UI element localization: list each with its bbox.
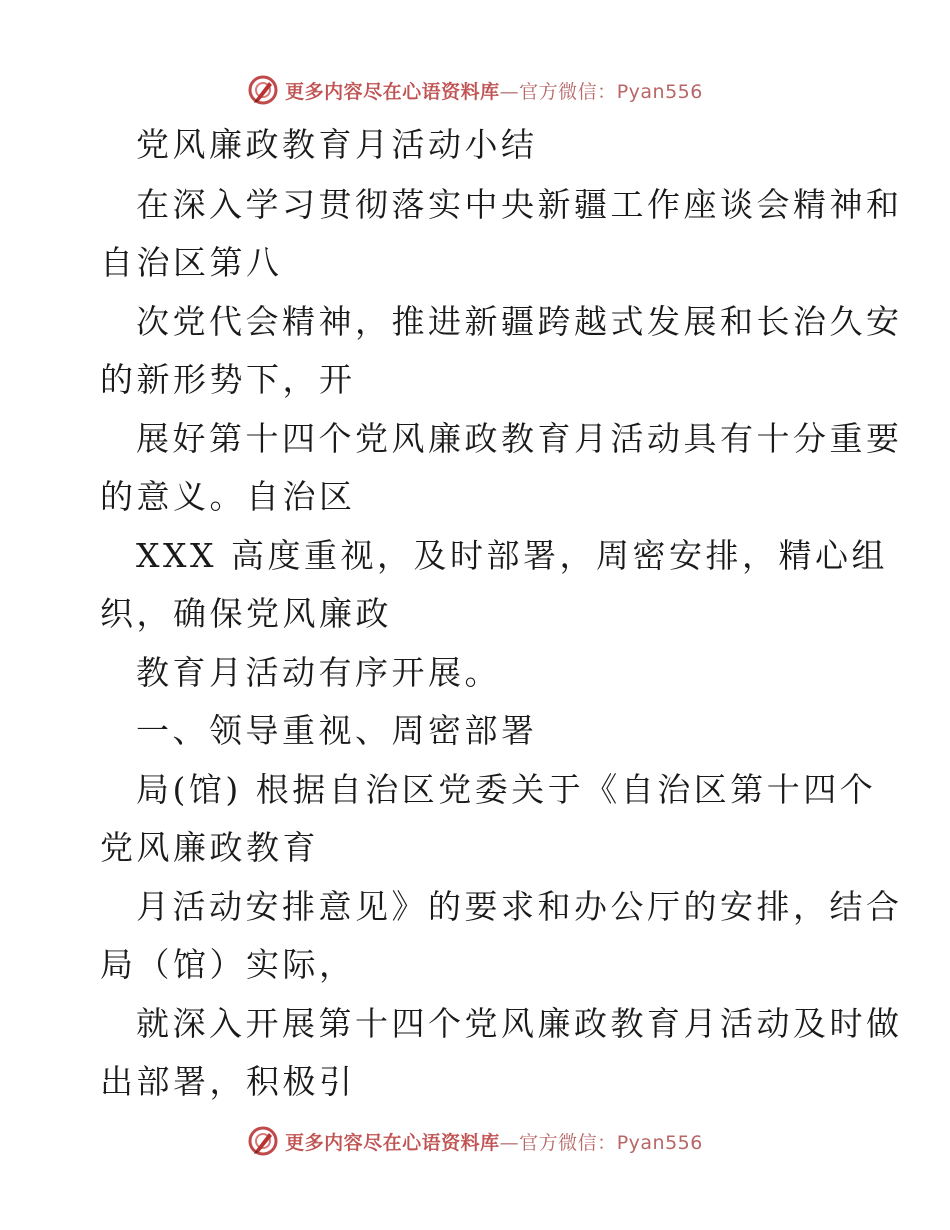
paragraph-line: 月活动安排意见》的要求和办公厅的安排，结合 — [136, 887, 903, 926]
watermark-wechat-id: Pyan556 — [616, 80, 703, 103]
document-title: 党风廉政教育月活动小结 — [136, 125, 538, 164]
paragraph-line: 就深入开展第十四个党风廉政教育月活动及时做 — [136, 1004, 903, 1043]
paragraph-line: 局(馆) 根据自治区党委关于《自治区第十四个 — [136, 770, 877, 809]
watermark-separator: — — [499, 1131, 520, 1154]
header-watermark — [0, 70, 950, 110]
section-heading: 一、领导重视、周密部署 — [136, 711, 538, 750]
paragraph-line: 局（馆）实际， — [100, 945, 356, 984]
watermark-wechat-id: Pyan556 — [616, 1131, 703, 1154]
paragraph-line: 织，确保党风廉政 — [100, 594, 392, 633]
pen-logo-icon — [247, 74, 279, 106]
paragraph-line: 教育月活动有序开展。 — [136, 653, 501, 692]
paragraph-line: 在深入学习贯彻落实中央新疆工作座谈会精神和 — [136, 185, 903, 224]
paragraph-line: 党风廉政教育 — [100, 828, 319, 867]
watermark-text — [285, 77, 703, 104]
watermark-brand: 更多内容尽在心语资料库 — [285, 80, 500, 103]
pen-logo-icon — [247, 1125, 279, 1157]
footer-watermark — [0, 1121, 950, 1161]
paragraph-line: 展好第十四个党风廉政教育月活动具有十分重要 — [136, 419, 903, 458]
paragraph-line: 次党代会精神，推进新疆跨越式发展和长治久安 — [136, 302, 903, 341]
paragraph-line: 的意义。自治区 — [100, 477, 356, 516]
paragraph-line: XXX 高度重视，及时部署，周密安排，精心组 — [136, 536, 888, 575]
watermark-wechat-label: 官方微信： — [519, 80, 617, 103]
watermark-separator: — — [499, 80, 520, 103]
watermark-brand: 更多内容尽在心语资料库 — [285, 1131, 500, 1154]
paragraph-line: 自治区第八 — [100, 243, 283, 282]
watermark-wechat-label: 官方微信： — [519, 1131, 617, 1154]
watermark-text — [285, 1128, 703, 1155]
paragraph-line: 的新形势下，开 — [100, 360, 356, 399]
paragraph-line: 出部署，积极引 — [100, 1062, 356, 1101]
